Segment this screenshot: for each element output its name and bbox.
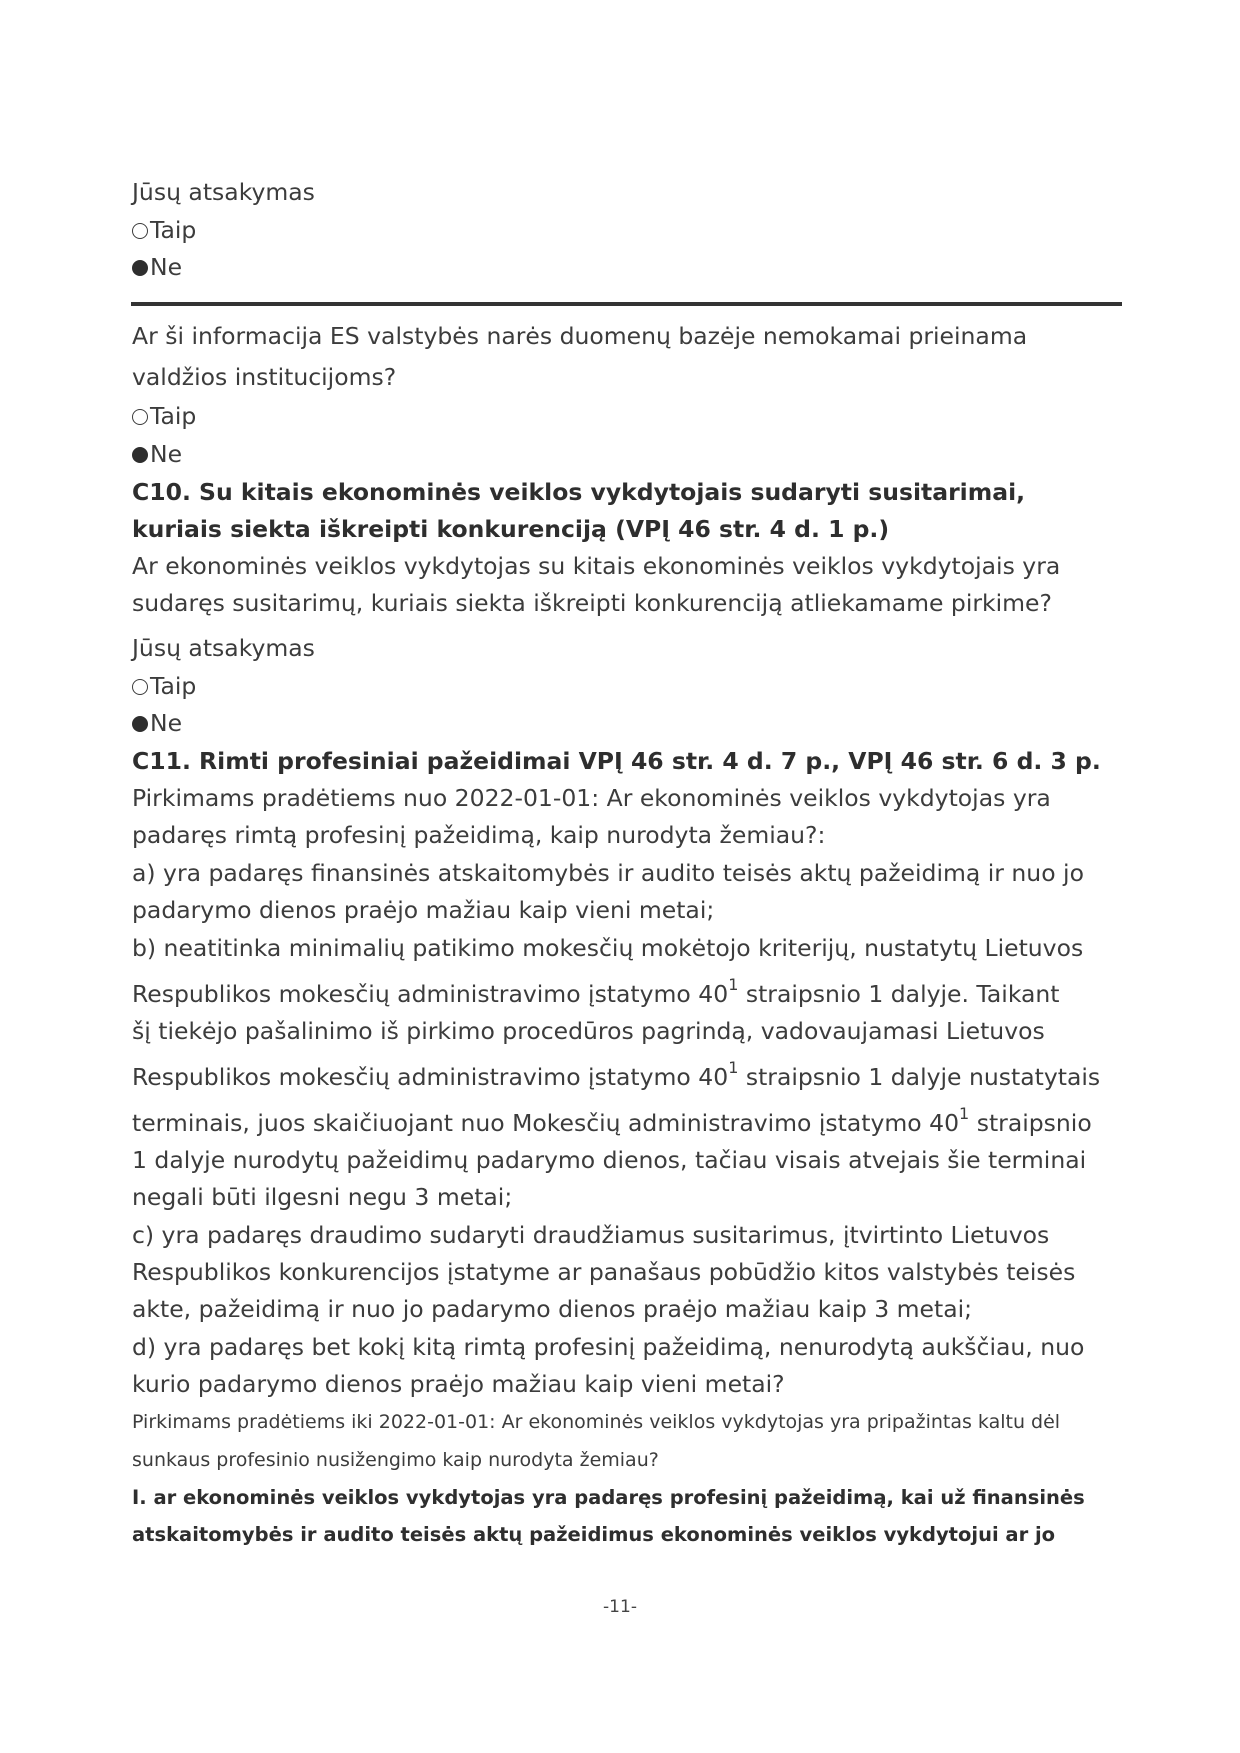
c11-item-b-line5 [132,1104,1092,1137]
radio-filled-icon [132,260,148,276]
c11-item-b-line7: negali būti ilgesni negu 3 metai; [132,1183,513,1211]
text-segment: Respublikos mokesčių administravimo įstatymo 40 [132,1063,729,1091]
option-yes [132,216,196,244]
option-no [132,253,182,281]
superscript: 1 [728,1058,739,1077]
c11-pre2022-line1: Pirkimams pradėtiems iki 2022-01-01: Ar ekonominės veiklos vykdytojas yra pripažintas kaltu dėl [132,1411,1061,1433]
c11-item-d-line1: d) yra padaręs bet kokį kitą rimtą profesinį pažeidimą, nenurodytą aukščiau, nuo [132,1333,1085,1361]
c11-item-b-line3: šį tiekėjo pašalinimo iš pirkimo procedūros pagrindą, vadovaujamasi Lietuvos [132,1017,1045,1045]
c11-intro-line1: Pirkimams pradėtiems nuo 2022-01-01: Ar ekonominės veiklos vykdytojas yra [132,784,1051,812]
c10-question-line1: Ar ekonominės veiklos vykdytojas su kitais ekonominės veiklos vykdytojais yra [132,552,1061,580]
option-yes [132,672,196,700]
c11-item-b-line2 [132,975,1060,1008]
text-segment: Respublikos mokesčių administravimo įstatymo 40 [132,980,729,1008]
option-yes-label: Taip [150,402,197,430]
answer-label: Jūsų atsakymas [132,178,315,206]
c11-item-a-line2: padarymo dienos praėjo mažiau kaip vieni metai; [132,896,715,924]
option-no-label: Ne [150,440,183,468]
text-segment: straipsnio 1 dalyje. Taikant [738,980,1060,1008]
c11-item-i-line1: I. ar ekonominės veiklos vykdytojas yra padaręs profesinį pažeidimą, kai už finansinės [132,1486,1085,1509]
c10-question-line2: sudaręs susitarimų, kuriais siekta iškreipti konkurenciją atliekamame pirkime? [132,589,1052,617]
c11-item-b-line1: b) neatitinka minimalių patikimo mokesčių mokėtojo kriterijų, nustatytų Lietuvos [132,934,1084,962]
c11-heading: C11. Rimti profesiniai pažeidimai VPĮ 46 str. 4 d. 7 p., VPĮ 46 str. 6 d. 3 p. [132,747,1101,775]
c11-item-c-line2: Respublikos konkurencijos įstatyme ar panašaus pobūdžio kitos valstybės teisės [132,1258,1076,1286]
radio-empty-icon [132,223,148,239]
c11-intro-line2: padaręs rimtą profesinį pažeidimą, kaip nurodyta žemiau?: [132,821,826,849]
superscript: 1 [959,1104,970,1123]
page-number: -11- [603,1597,637,1617]
question-eu-db-line1: Ar ši informacija ES valstybės narės duomenų bazėje nemokamai prieinama [132,322,1028,350]
c11-item-c-line1: c) yra padaręs draudimo sudaryti draudžiamus susitarimus, įtvirtinto Lietuvos [132,1221,1050,1249]
option-no [132,709,182,737]
c11-item-i-line2: atskaitomybės ir audito teisės aktų pažeidimus ekonominės veiklos vykdytojui ar jo [132,1523,1056,1546]
option-yes-label: Taip [150,216,197,244]
radio-filled-icon [132,716,148,732]
c11-item-b-line4 [132,1058,1101,1091]
c10-heading-line1: C10. Su kitais ekonominės veiklos vykdytojais sudaryti susitarimai, [132,478,1026,506]
c11-item-c-line3: akte, pažeidimą ir nuo jo padarymo dienos praėjo mažiau kaip 3 metai; [132,1295,973,1323]
radio-empty-icon [132,679,148,695]
text-segment: straipsnio 1 dalyje nustatytais [738,1063,1101,1091]
c10-answer-label: Jūsų atsakymas [132,634,315,662]
question-eu-db-line2: valdžios institucijoms? [132,363,397,391]
c11-item-a-line1: a) yra padaręs finansinės atskaitomybės ir audito teisės aktų pažeidimą ir nuo jo [132,859,1084,887]
radio-filled-icon [132,447,148,463]
text-segment: terminais, juos skaičiuojant nuo Mokesčių administravimo įstatymo 40 [132,1109,960,1137]
radio-empty-icon [132,409,148,425]
option-yes-label: Taip [150,672,197,700]
option-no [132,440,182,468]
c11-pre2022-line2: sunkaus profesinio nusižengimo kaip nurodyta žemiau? [132,1449,659,1471]
option-no-label: Ne [150,253,183,281]
option-yes [132,402,196,430]
option-no-label: Ne [150,709,183,737]
c11-item-d-line2: kurio padarymo dienos praėjo mažiau kaip vieni metai? [132,1370,785,1398]
text-segment: straipsnio [969,1109,1092,1137]
c10-heading-line2: kuriais siekta iškreipti konkurenciją (VPĮ 46 str. 4 d. 1 p.) [132,515,890,543]
c11-item-b-line6: 1 dalyje nurodytų pažeidimų padarymo dienos, tačiau visais atvejais šie terminai [132,1146,1087,1174]
section-divider [131,302,1122,306]
superscript: 1 [728,975,739,994]
